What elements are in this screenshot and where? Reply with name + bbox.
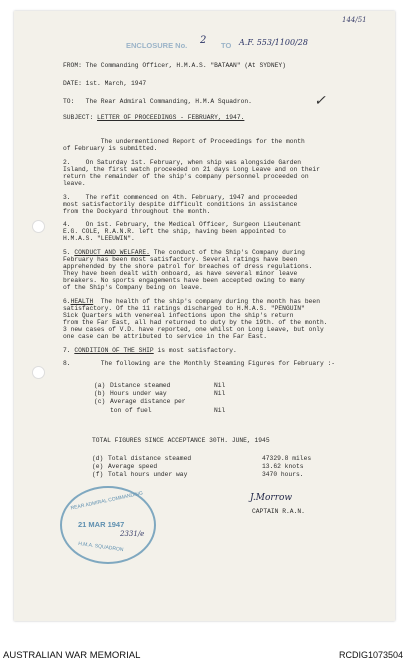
received-stamp — [60, 486, 156, 564]
body-line: one case can be attributed to service in the Far East. — [63, 332, 268, 340]
stamp-top-text: REAR ADMIRAL COMMANDING — [70, 490, 144, 512]
total-value: 47329.8 miles — [262, 455, 312, 462]
subject-line — [63, 115, 244, 121]
total-value: 3470 hours. — [262, 471, 304, 479]
total-key: (d) — [92, 455, 104, 462]
body-line: 5. CONDUCT AND WELFARE. The conduct of the Ship's Company during — [63, 249, 305, 257]
stamp-ref: 2331/e — [120, 530, 145, 538]
archive-footer — [0, 636, 408, 666]
body-line: from the Far East, all had returned to duty by the 19th. of the month. — [63, 318, 328, 326]
figure-key: (c) — [94, 398, 106, 406]
body-line: of February is submitted. — [63, 144, 158, 152]
body-line: Sick Quarters with venereal infections upon the ship's return — [63, 311, 294, 319]
body-line: 3. The refit commenced on 4th. February, 1947 and proceeded — [63, 193, 298, 201]
figure-label: Distance steamed — [110, 382, 171, 389]
body-line: breakers. No sports engagements have been accepted owing to many — [63, 277, 305, 284]
body-line: 8. The following are the Monthly Steaming Figures for February :- — [63, 360, 336, 368]
body-line: They have been dealt with onboard, as have several minor leave — [63, 270, 298, 278]
to-line: TO: The Rear Admiral Commanding, H.M.A Squadron. — [63, 98, 252, 105]
total-key: (e) — [92, 463, 104, 471]
body-line: leave. — [63, 179, 86, 187]
body-line: The undermentioned Report of Proceedings for the month — [63, 138, 305, 145]
total-label: Total distance steamed — [108, 455, 192, 462]
total-label: Total hours under way — [108, 471, 188, 479]
punch-hole — [32, 366, 45, 379]
body-line: Island, the first watch proceeded on 21 days Long Leave and on their — [63, 165, 320, 173]
enclosure-number: 2 — [200, 35, 207, 46]
body-line: 2. On Saturday 1st. February, when ship was alongside Garden — [63, 158, 302, 166]
total-key: (f) — [92, 471, 104, 479]
stamp-date: 21 MAR 1947 — [78, 520, 125, 529]
footer-id: RCDIG1073504 — [338, 650, 403, 660]
signature: J.Morrow — [250, 493, 293, 503]
figure-label: ton of fuel — [110, 406, 152, 414]
subject-text: LETTER OF PROCEEDINGS - FEBRUARY, 1947. — [97, 114, 245, 121]
from-line: FROM: The Commanding Officer, H.M.A.S. "BATAAN" (At SYDNEY) — [63, 62, 286, 69]
body-line: 3 new cases of V.D. have reported, one whilst on Long Leave, but only — [63, 325, 324, 333]
body-line: apprehended by the shore patrol for breaches of dress regulations. — [63, 263, 313, 271]
body-line: 7. CONDITION OF THE SHIP is most satisfactory. — [63, 346, 237, 354]
punch-hole — [32, 220, 45, 233]
body-line: satisfactory. Of the 11 ratings discharged to H.M.A.S. "PENGUIN" — [63, 304, 305, 312]
body-line: return the remainder of the ship's company personnel proceeded on — [63, 172, 309, 180]
footer-source: AUSTRALIAN WAR MEMORIAL — [3, 650, 141, 661]
body-line: February has been most satisfactory. Several ratings have been — [63, 256, 298, 264]
body-line: most satisfactorily despite difficult conditions in assistance — [63, 200, 298, 208]
body-line: from the Dockyard throughout the month. — [63, 207, 211, 215]
enclosure-ref: A.F. 553/1100/28 — [239, 38, 308, 47]
top-note: 144/51 — [342, 16, 367, 24]
stamp-bottom-text: H.M.A. SQUADRON — [77, 540, 124, 554]
body-line: H.M.A.S. "LEEUWIN". — [63, 235, 135, 243]
totals-heading: TOTAL FIGURES SINCE ACCEPTANCE 30TH. JUNE, 1945 — [92, 437, 270, 444]
figure-label: Hours under way — [110, 390, 167, 398]
body-line: of the Ship's Company being on leave. — [63, 283, 203, 291]
figure-key: (b) — [94, 390, 106, 398]
total-value: 13.62 knots — [262, 463, 304, 471]
signature-title: CAPTAIN R.A.N. — [252, 508, 305, 515]
body-line: 4. On 1st. February, the Medical Officer, Surgeon Lieutenant — [63, 221, 302, 229]
total-label: Average speed — [108, 463, 158, 471]
figure-key: (a) — [94, 382, 106, 389]
date-line: DATE: 1st. March, 1947 — [63, 80, 147, 87]
enclosure-to: TO — [221, 41, 232, 50]
figure-value: Nil — [214, 390, 226, 398]
figure-value: Nil — [214, 406, 226, 414]
body-line: 6.HEALTH The health of the ship's company during the month has been — [63, 297, 320, 305]
document-page — [14, 11, 395, 621]
subject-label: SUBJECT: — [63, 114, 94, 121]
body-line: E.G. COLE, R.A.N.R. left the ship, having been appointed to — [63, 228, 286, 236]
figure-label: Average distance per — [110, 398, 186, 406]
figure-value: Nil — [214, 382, 226, 389]
enclosure-label: ENCLOSURE No. — [126, 41, 188, 50]
check-mark: ✓ — [314, 93, 326, 109]
